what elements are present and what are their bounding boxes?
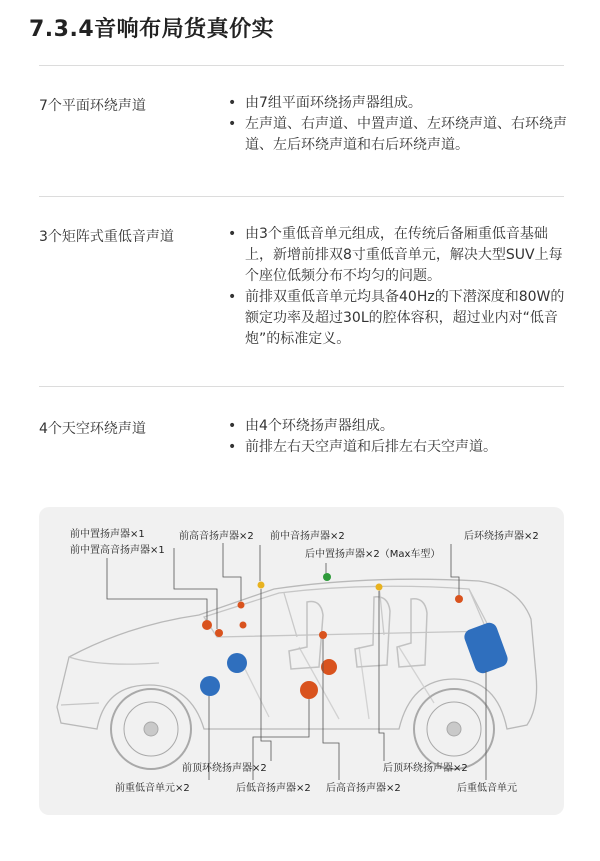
list-item: • 前排双重低音单元均具备40Hz的下潜深度和80W的额定功率及超过30L的腔体容积，超过业内对“低音炮”的标准定义。 [228,287,568,350]
rear-bass-speaker-marker [300,681,318,699]
rear-center-marker [323,573,331,581]
leader-lines [107,543,486,780]
callout-rear-center-speaker: 后中置扬声器×2（Max车型） [305,549,441,560]
callout-rear-roof-surround: 后顶环绕扬声器×2 [383,763,468,774]
row-label-sky: 4个天空环绕声道 [39,421,146,437]
rear-surround-marker [455,595,463,603]
callout-rear-subwoofer: 后重低音单元 [457,783,517,794]
list-item: • 由3个重低音单元组成，在传统后备厢重低音基础上，新增前排双8寸重低音单元，解决大型SUV上每个座位低频分布不均匀的问题。 [228,224,568,287]
bullet-list-subwoofer [228,224,568,350]
callout-front-midrange: 前中音扬声器×2 [270,531,345,542]
row-label-planar: 7个平面环绕声道 [39,98,146,114]
front-wheel [111,689,191,769]
callout-front-roof-surround: 前顶环绕扬声器×2 [182,763,267,774]
front-subwoofer-marker [200,676,220,696]
speaker-layout-diagram [39,507,564,815]
callout-front-center-speaker: 前中置扬声器×1 [70,529,145,540]
car-body [57,579,537,729]
rear-subwoofer-marker [462,621,510,676]
rear-wheel [414,689,494,769]
list-item: • 由7组平面环绕扬声器组成。 [228,93,568,114]
front-center-speaker-marker [215,629,223,637]
list-item: • 前排左右天空声道和后排左右天空声道。 [228,437,568,458]
callout-front-center-tweeter: 前中置高音扬声器×1 [70,545,165,556]
list-item: • 由4个环绕扬声器组成。 [228,416,568,437]
row-label-subwoofer: 3个矩阵式重低音声道 [39,229,174,245]
callout-rear-surround: 后环绕扬声器×2 [464,531,539,542]
callout-rear-bass: 后低音扬声器×2 [236,783,311,794]
rear-sky-marker [376,584,383,591]
callout-front-subwoofer: 前重低音单元×2 [115,783,190,794]
divider [39,65,564,66]
bullet-list-sky [228,416,568,458]
front-mid-speaker-marker [202,620,212,630]
front-subwoofer-marker [227,653,247,673]
front-sky-marker [258,582,265,589]
front-tweeter-marker [238,602,245,609]
divider [39,196,564,197]
callout-rear-tweeter: 后高音扬声器×2 [326,783,401,794]
front-tweeter-marker [240,622,247,629]
callout-front-tweeter: 前高音扬声器×2 [179,531,254,542]
divider [39,386,564,387]
bullet-list-planar [228,93,568,156]
list-item: • 左声道、右声道、中置声道、左环绕声道、右环绕声道、左后环绕声道和右后环绕声道。 [228,114,568,156]
section-title: 7.3.4音响布局货真价实 [29,17,275,42]
rear-tweeter-marker [319,631,327,639]
